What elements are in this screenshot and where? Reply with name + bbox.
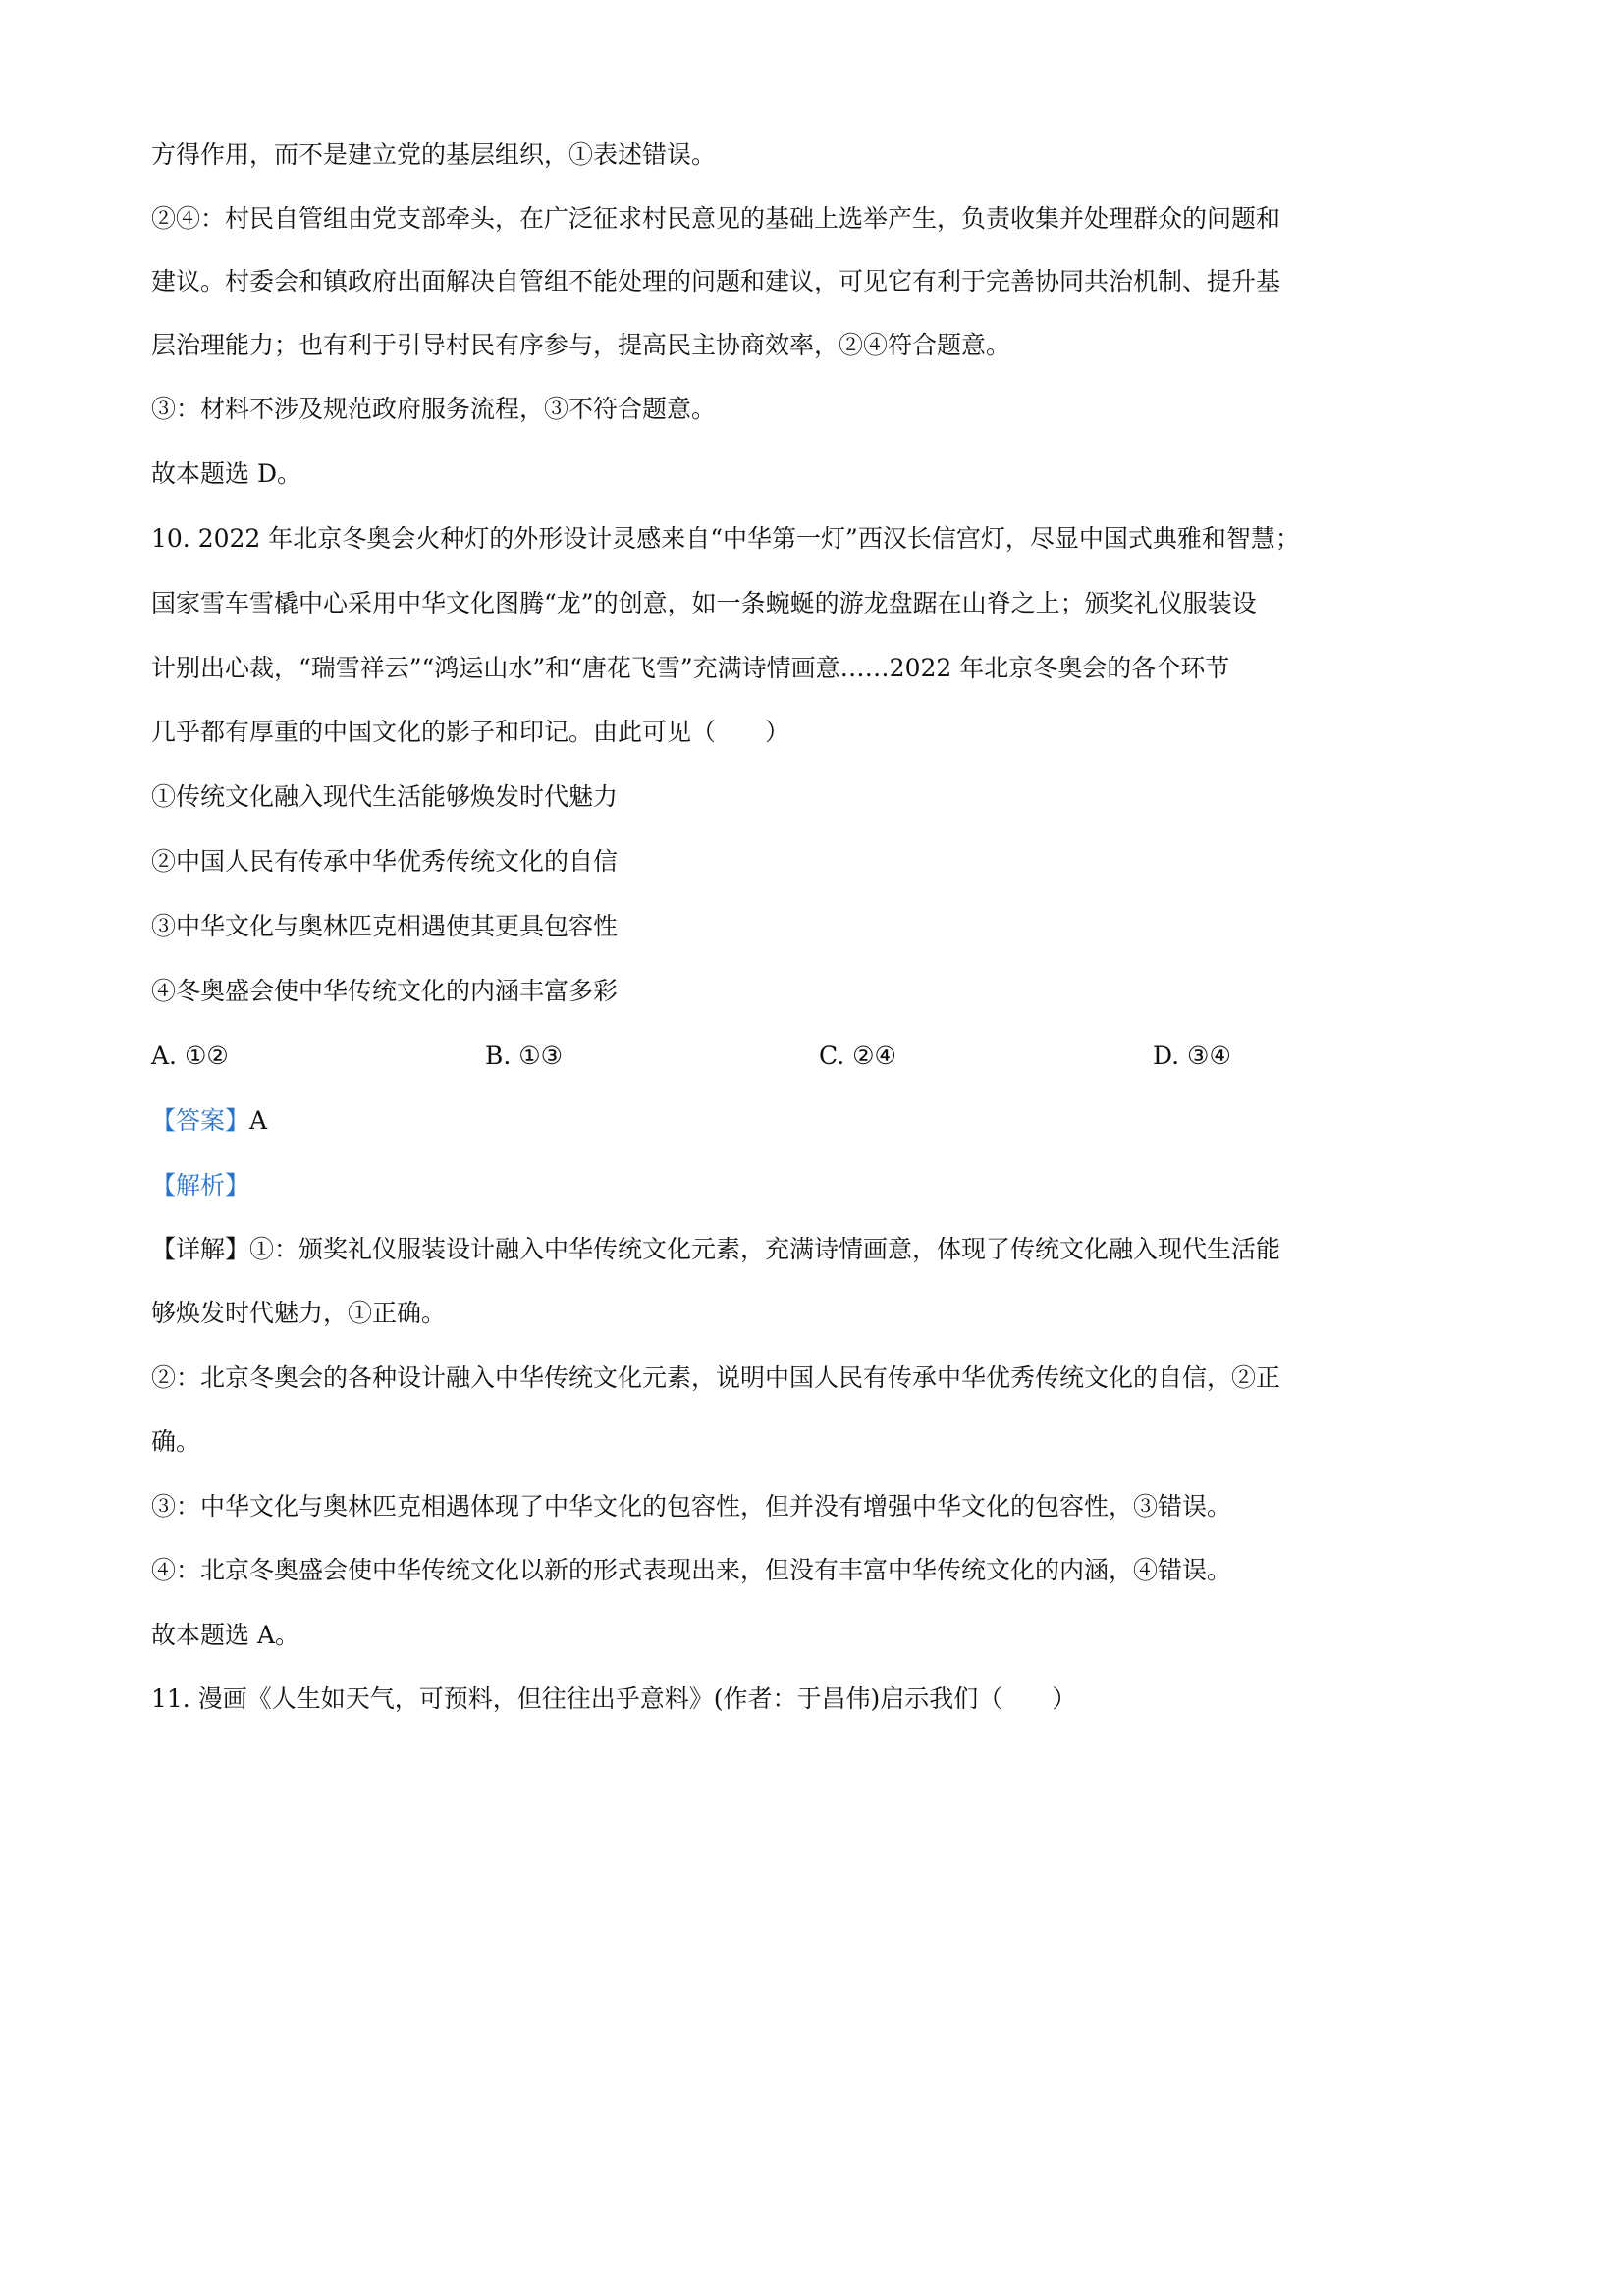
q10-statement-2: ②中国人民有传承中华优秀传统文化的自信	[151, 847, 619, 876]
answer-value: A	[249, 1106, 268, 1135]
q10-conclusion: 故本题选 A。	[151, 1621, 300, 1649]
analysis-tag: 【解析】	[151, 1171, 250, 1200]
q9-analysis-line: 建议。村委会和镇政府出面解决自管组不能处理的问题和建议，可见它有利于完善协同共治机制、提升基	[151, 267, 1281, 295]
q10-detail-line: ②：北京冬奥会的各种设计融入中华传统文化元素，说明中国人民有传承中华优秀传统文化的自信，②正	[151, 1363, 1281, 1392]
analysis-line	[151, 1168, 249, 1203]
q9-analysis-line: ②④：村民自管组由党支部牵头，在广泛征求村民意见的基础上选举产生，负责收集并处理群众的问题和	[151, 204, 1281, 233]
option-b: B. ①③	[485, 1041, 564, 1070]
q10-statement-1: ①传统文化融入现代生活能够焕发时代魅力	[151, 782, 619, 811]
q10-detail-line: 确。	[151, 1427, 201, 1456]
option-c: C. ②④	[819, 1041, 896, 1070]
q10-stem-line: 计别出心裁，“瑞雪祥云”“鸿运山水”和“唐花飞雪”充满诗情画意……2022 年北京冬奥会的各个环节	[151, 654, 1230, 682]
q9-analysis-line: ③：材料不涉及规范政府服务流程，③不符合题意。	[151, 395, 717, 423]
q10-options	[151, 1039, 1487, 1074]
option-a: A. ①②	[151, 1041, 229, 1070]
q9-analysis-line: 层治理能力；也有利于引导村民有序参与，提高民主协商效率，②④符合题意。	[151, 331, 1011, 359]
answer-tag: 【答案】	[151, 1106, 250, 1135]
q11-stem-line: 11. 漫画《人生如天气，可预料，但往往出乎意料》(作者：于昌伟)启示我们（ ）	[151, 1684, 1077, 1713]
q10-stem-line: 几乎都有厚重的中国文化的影子和印记。由此可见（ ）	[151, 718, 790, 746]
q10-detail-line: 【详解】①：颁奖礼仪服装设计融入中华传统文化元素，充满诗情画意，体现了传统文化融入现代生活能	[151, 1235, 1281, 1263]
q10-statement-4: ④冬奥盛会使中华传统文化的内涵丰富多彩	[151, 977, 619, 1005]
q10-stem-line: 10. 2022 年北京冬奥会火种灯的外形设计灵感来自“中华第一灯”西汉长信宫灯，尽显中国式典雅和智慧；	[151, 524, 1300, 553]
q10-detail-line: ④：北京冬奥盛会使中华传统文化以新的形式表现出来，但没有丰富中华传统文化的内涵，④错误。	[151, 1556, 1232, 1584]
option-d: D. ③④	[1153, 1041, 1231, 1070]
q10-detail-line: 够焕发时代魅力，①正确。	[151, 1299, 447, 1327]
q10-stem-line: 国家雪车雪橇中心采用中华文化图腾“龙”的创意，如一条蜿蜒的游龙盘踞在山脊之上；颁奖礼仪服装设	[151, 589, 1257, 617]
answer-line	[151, 1103, 267, 1139]
q10-detail-line: ③：中华文化与奥林匹克相遇体现了中华文化的包容性，但并没有增强中华文化的包容性，③错误。	[151, 1492, 1232, 1521]
q9-conclusion: 故本题选 D。	[151, 459, 301, 488]
q10-statement-3: ③中华文化与奥林匹克相遇使其更具包容性	[151, 912, 619, 940]
q9-analysis-line: 方得作用，而不是建立党的基层组织，①表述错误。	[151, 140, 717, 169]
